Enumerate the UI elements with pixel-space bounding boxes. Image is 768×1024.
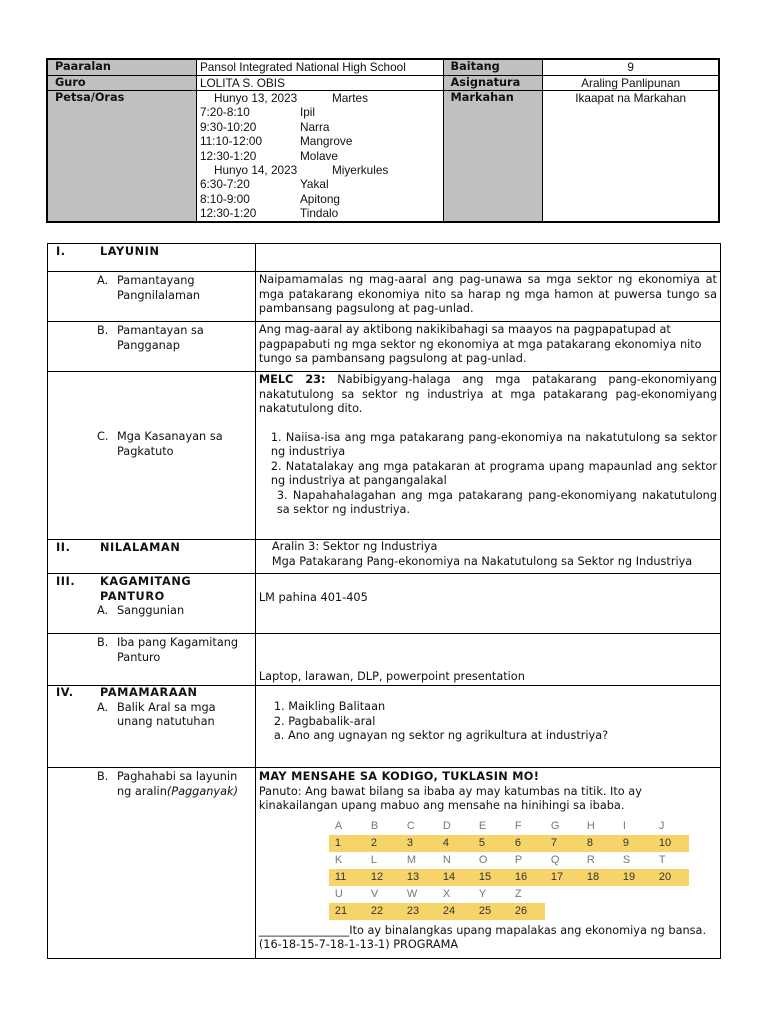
cipher-letter: S: [622, 853, 631, 866]
section-layunin-cell: [48, 244, 256, 272]
pagganyak-cell: [255, 768, 720, 959]
cipher-letter: Q: [550, 853, 560, 866]
schedule-slot: [200, 177, 440, 191]
cipher-number: 23: [401, 903, 437, 920]
cipher-number: 8: [581, 835, 617, 852]
slot-time: 12:30-1:20: [199, 148, 257, 163]
cipher-letter: Z: [514, 887, 522, 900]
slot-section: Yakal: [299, 177, 329, 192]
item-letter: A.: [97, 700, 109, 714]
slot-section: Narra: [299, 119, 330, 134]
cipher-number: 3: [401, 835, 437, 852]
item-label: Pamantayan sa Pangganap: [117, 324, 204, 352]
slot-time: 9:30-10:20: [199, 119, 257, 134]
slot-section: Apitong: [299, 191, 340, 206]
aralin-subtitle: Mga Patakarang Pang-ekonomiya na Nakatutulong sa Sektor ng Industriya: [271, 554, 693, 568]
cipher-number: 12: [365, 869, 401, 886]
baitang-value: 9: [543, 59, 719, 75]
section-num: I.: [56, 245, 66, 258]
header-table: [46, 58, 720, 223]
guro-label: Guro: [47, 75, 196, 91]
cipher-letter: H: [586, 819, 595, 832]
panuto-text: Panuto: Ang bawat bilang sa ibaba ay may katumbas na titik. Ito ay kinakailangan upang mabuo ang mensahe na hinihingi sa ibaba.: [258, 784, 642, 812]
cipher-letter: X: [442, 887, 451, 900]
schedule-slot: [200, 206, 440, 220]
item-label: Sanggunian: [117, 604, 185, 617]
cipher-number: 10: [653, 835, 689, 852]
cipher-number: 5: [473, 835, 509, 852]
melc-label: MELC 23:: [258, 373, 326, 386]
baitang-label: Baitang: [443, 59, 543, 75]
item-letter: B.: [97, 324, 109, 337]
item-label: Paghahabi sa layunin ng aralin(Pagganyak): [117, 770, 238, 798]
cipher-table: [329, 818, 689, 920]
schedule-cell: [196, 91, 443, 222]
cipher-number: 17: [545, 869, 581, 886]
cipher-letter: G: [550, 819, 560, 832]
section-title: KAGAMITANG PANTURO: [100, 575, 192, 603]
petsa-label: Petsa/Oras: [47, 91, 196, 222]
objective-item: 3. Napahahalagahan ang mga patakarang pang-ekonomiyang nakatutulong sa sektor ng industriya.: [276, 488, 717, 516]
schedule-date: Hunyo 13, 2023: [213, 91, 298, 105]
schedule-weekday: Miyerkules: [331, 163, 389, 178]
cipher-letter: V: [370, 887, 379, 900]
schedule-slot: [200, 192, 440, 206]
sanggunian-text: LM pahina 401-405: [255, 574, 720, 634]
cipher-question: ________________Ito ay binalangkas upang mapalakas ang ekonomiya ng bansa.(16-18-15-7-18-1-13-1) PROGRAMA: [258, 923, 707, 951]
pamantayan-sa-pagganap-text: Ang mag-aaral ay aktibong nakikibahagi sa maayos na pagpapatupad at pagpapabuti ng mga sektor ng ekonomiya at mga patakarang ekonomiya nito tungo sa pambansang pagsulong at pag-unlad.: [255, 322, 720, 372]
cipher-letter: F: [514, 819, 522, 832]
cipher-letter: N: [442, 853, 451, 866]
item-letter: A.: [97, 604, 109, 617]
section-num: IV.: [56, 686, 74, 699]
cipher-letter: Y: [478, 887, 487, 900]
balik-aral-item: a. Ano ang ugnayan ng sektor ng agrikultura at industriya?: [273, 729, 609, 742]
cipher-number: 16: [509, 869, 545, 886]
cipher-number: 15: [473, 869, 509, 886]
markahan-label: Markahan: [443, 91, 543, 222]
empty-cell: [255, 244, 720, 272]
cipher-letter: M: [406, 853, 417, 866]
section-num: III.: [56, 575, 76, 588]
cipher-number: 22: [365, 903, 401, 920]
item-label: Mga Kasanayan sa Pagkatuto: [117, 430, 223, 458]
cipher-number: 19: [617, 869, 653, 886]
cipher-letter-row: [329, 886, 689, 903]
paaralan-value: Pansol Integrated National High School: [196, 59, 443, 75]
section-title: LAYUNIN: [100, 245, 160, 258]
cipher-number-row: [329, 869, 689, 886]
schedule-slot: [200, 120, 440, 134]
item-letter: B.: [97, 636, 109, 649]
schedule-day: [200, 163, 440, 177]
item-letter: B.: [97, 770, 109, 783]
schedule-date: Hunyo 14, 2023: [213, 163, 298, 178]
cipher-number: 18: [581, 869, 617, 886]
cipher-letter: B: [370, 819, 379, 832]
cipher-number: 20: [653, 869, 689, 886]
activity-heading: MAY MENSAHE SA KODIGO, TUKLASIN MO!: [258, 770, 540, 783]
balik-aral-item: 1. Maikling Balitaan: [273, 700, 386, 713]
cipher-letter: W: [406, 887, 418, 900]
schedule-slot: [200, 134, 440, 148]
schedule-weekday: Martes: [331, 91, 368, 105]
cipher-letter: J: [658, 819, 665, 832]
schedule-slot: [200, 149, 440, 163]
slot-time: 7:20-8:10: [199, 105, 250, 120]
slot-section: Molave: [299, 148, 338, 163]
cipher-letter: D: [442, 819, 451, 832]
cipher-letter: L: [370, 853, 377, 866]
guro-value: LOLITA S. OBIS: [196, 75, 443, 91]
cipher-number: 2: [365, 835, 401, 852]
cipher-number-row: [329, 903, 689, 920]
aralin-title: Aralin 3: Sektor ng Industriya: [271, 540, 438, 553]
markahan-value: Ikaapat na Markahan: [543, 91, 719, 222]
objective-item: 2. Natatalakay ang mga patakaran at programa upang mapaunlad ang sektor ng industriya at pangangalakal: [270, 459, 717, 487]
section-title: NILALAMAN: [100, 541, 181, 554]
cipher-number: 26: [509, 903, 545, 920]
item-label: Iba pang Kagamitang Panturo: [117, 636, 239, 664]
pamantayang-pangnilalaman-text: Naipamamalas ng mag-aaral ang pag-unawa sa mga sektor ng ekonomiya at mga patakarang ekonomiya nito sa harap ng mga hamon at puwersa tungo sa pambansang pagsulong at pag-unlad.: [255, 272, 720, 322]
asignatura-value: Araling Panlipunan: [543, 75, 719, 91]
item-label: Balik Aral sa mga unang natutuhan: [117, 700, 216, 728]
cipher-number: 24: [437, 903, 473, 920]
cipher-number: 21: [329, 903, 365, 920]
cipher-letter: I: [622, 819, 626, 832]
cipher-number-row: [329, 835, 689, 852]
slot-section: Ipil: [299, 105, 316, 120]
cipher-letter: U: [334, 887, 343, 900]
cipher-number: 4: [437, 835, 473, 852]
cipher-number: 6: [509, 835, 545, 852]
asignatura-label: Asignatura: [443, 75, 543, 91]
schedule-day: [200, 91, 440, 105]
cipher-letter: K: [334, 853, 343, 866]
kasanayan-cell: [255, 372, 720, 540]
schedule: [200, 91, 440, 221]
item-letter: C.: [97, 430, 109, 443]
slot-time: 6:30-7:20: [199, 177, 250, 192]
lesson-plan-table: [47, 243, 721, 959]
slot-time: 11:10-12:00: [199, 134, 263, 149]
objective-item: 1. Naiisa-isa ang mga patakarang pang-ekonomiya na nakatutulong sa sektor ng industriya: [270, 430, 717, 458]
cipher-number: 11: [329, 869, 365, 886]
cipher-letter: T: [658, 853, 666, 866]
cipher-number: 14: [437, 869, 473, 886]
section-num: II.: [56, 541, 71, 554]
cipher-number: 9: [617, 835, 653, 852]
cipher-letter-row: [329, 852, 689, 869]
slot-section: Mangrove: [299, 134, 353, 149]
schedule-slot: [200, 105, 440, 119]
section-title: PAMAMARAAN: [100, 686, 198, 699]
cipher-letter: C: [406, 819, 415, 832]
cipher-letter: P: [514, 853, 523, 866]
cipher-number: 7: [545, 835, 581, 852]
cipher-number: 1: [329, 835, 365, 852]
cipher-letter: R: [586, 853, 595, 866]
kagamitan-text: Laptop, larawan, DLP, powerpoint presentation: [255, 634, 720, 686]
cipher-number: 25: [473, 903, 509, 920]
cipher-letter: E: [478, 819, 487, 832]
balik-aral-item: 2. Pagbabalik-aral: [273, 714, 376, 728]
slot-section: Tindalo: [299, 206, 339, 221]
cipher-number: 13: [401, 869, 437, 886]
paaralan-label: Paaralan: [47, 59, 196, 75]
melc-text: Nabibigyang-halaga ang mga patakarang pang-ekonomiyang nakatutulong sa sektor ng industriya at mga patakarang pag-ekonomiyang nakatutulong dito.: [258, 373, 717, 415]
item-label: Pamantayang Pangnilalaman: [117, 274, 201, 302]
item-letter: A.: [97, 274, 109, 287]
cipher-letter-row: [329, 818, 689, 835]
cipher-letter: O: [478, 853, 488, 866]
slot-time: 8:10-9:00: [199, 191, 250, 206]
slot-time: 12:30-1:20: [199, 206, 257, 221]
cipher-letter: A: [334, 819, 343, 832]
